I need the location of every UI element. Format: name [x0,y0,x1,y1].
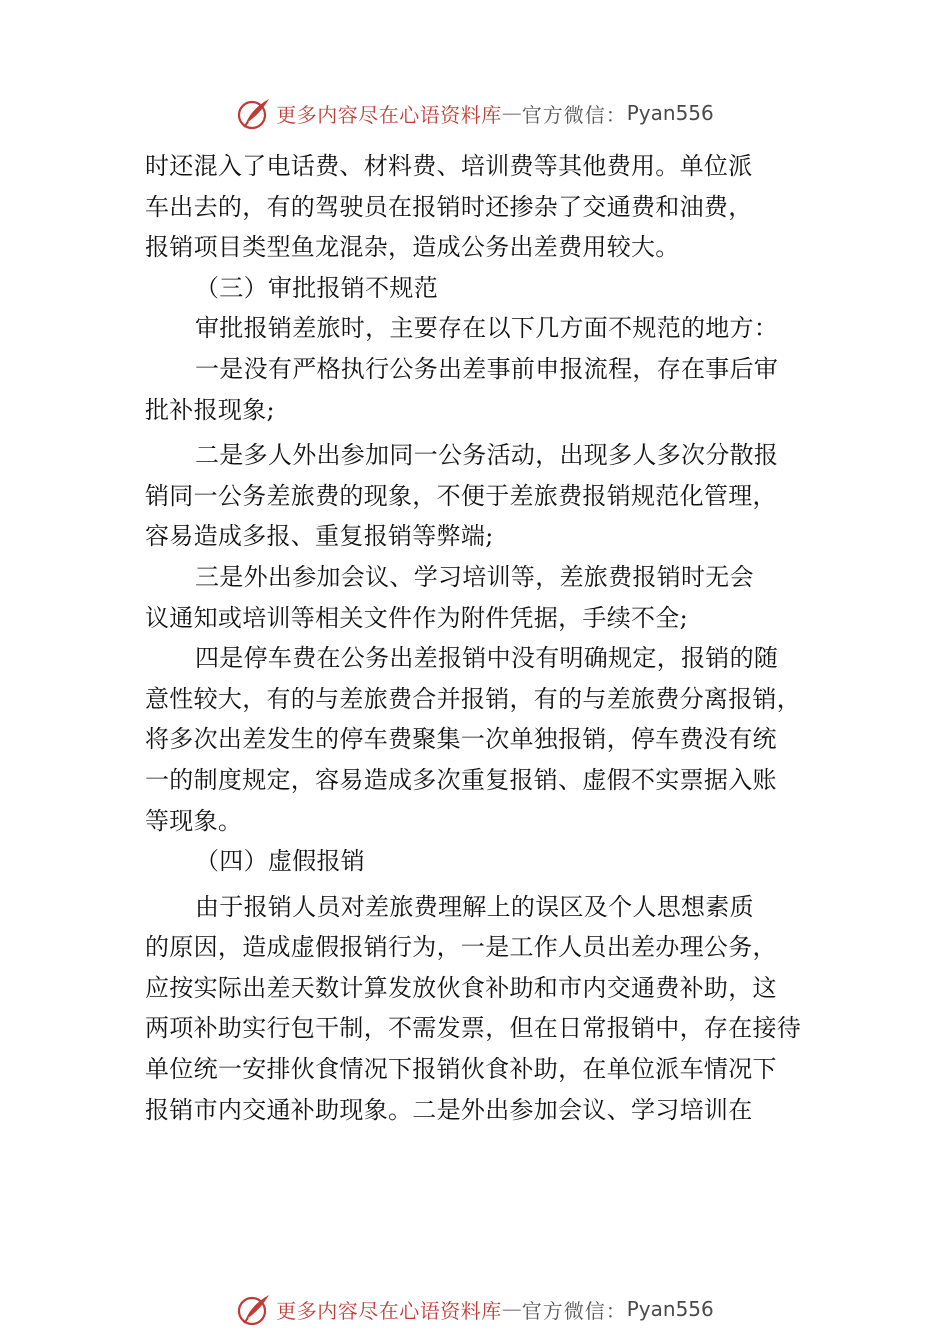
text-line: 等现象。 [145,806,243,835]
text-line: 一的制度规定，容易造成多次重复报销、虚假不实票据入账 [145,765,777,794]
header-site-text: 更多内容尽在心语资料库 [276,102,502,127]
text-line: 的原因，造成虚假报销行为，一是工作人员出差办理公务， [145,933,777,962]
footer-banner [0,1289,950,1329]
header-banner [0,93,950,133]
text-line: 审批报销差旅时，主要存在以下几方面不规范的地方： [195,314,779,343]
footer-site-text: 更多内容尽在心语资料库 [276,1298,502,1323]
text-line: 两项补助实行包干制，不需发票，但在日常报销中，存在接待 [145,1014,802,1043]
text-line: 批补报现象; [145,395,275,424]
text-line: 二是多人外出参加同一公务活动，出现多人多次分散报 [195,441,779,470]
text-line: 时还混入了电话费、材料费、培训费等其他费用。单位派 [145,152,753,180]
text-line: 单位统一安排伙食情况下报销伙食补助，在单位派车情况下 [145,1055,777,1084]
text-line: 由于报销人员对差旅费理解上的误区及个人思想素质 [195,892,754,921]
section-heading: （三）审批报销不规范 [195,273,438,302]
header-wechat-label: 官方微信： [521,102,627,127]
text-line: 车出去的，有的驾驶员在报销时还掺杂了交通费和油费， [145,192,753,221]
text-line: 将多次出差发生的停车费聚集一次单独报销，停车费没有统 [145,725,777,754]
text-line: 议通知或培训等相关文件作为附件凭据，手续不全; [145,603,688,632]
text-line: 四是停车费在公务出差报销中没有明确规定，报销的随 [195,644,779,673]
header-wechat-id: Pyan556 [626,101,714,125]
section-heading: （四）虚假报销 [195,847,366,876]
text-line: 应按实际出差天数计算发放伙食补助和市内交通费补助，这 [145,973,777,1002]
document-body [145,146,825,1130]
text-line: 报销市内交通补助现象。二是外出参加会议、学习培训在 [145,1095,753,1124]
text-line: 意性较大，有的与差旅费合并报销，有的与差旅费分离报销， [145,684,802,713]
feather-logo-icon [236,1291,272,1327]
header-separator: — [501,101,522,125]
text-line: 报销项目类型鱼龙混杂，造成公务出差费用较大。 [145,233,680,262]
footer-wechat-label: 官方微信： [521,1298,627,1323]
text-line: 三是外出参加会议、学习培训等，差旅费报销时无会 [195,562,754,591]
text-line: 一是没有严格执行公务出差事前申报流程，存在事后审 [195,354,779,383]
feather-logo-icon [236,95,272,131]
text-line: 销同一公务差旅费的现象，不便于差旅费报销规范化管理， [145,481,777,510]
text-line: 容易造成多报、重复报销等弊端; [145,522,494,551]
footer-separator: — [501,1297,522,1321]
footer-wechat-id: Pyan556 [626,1297,714,1321]
